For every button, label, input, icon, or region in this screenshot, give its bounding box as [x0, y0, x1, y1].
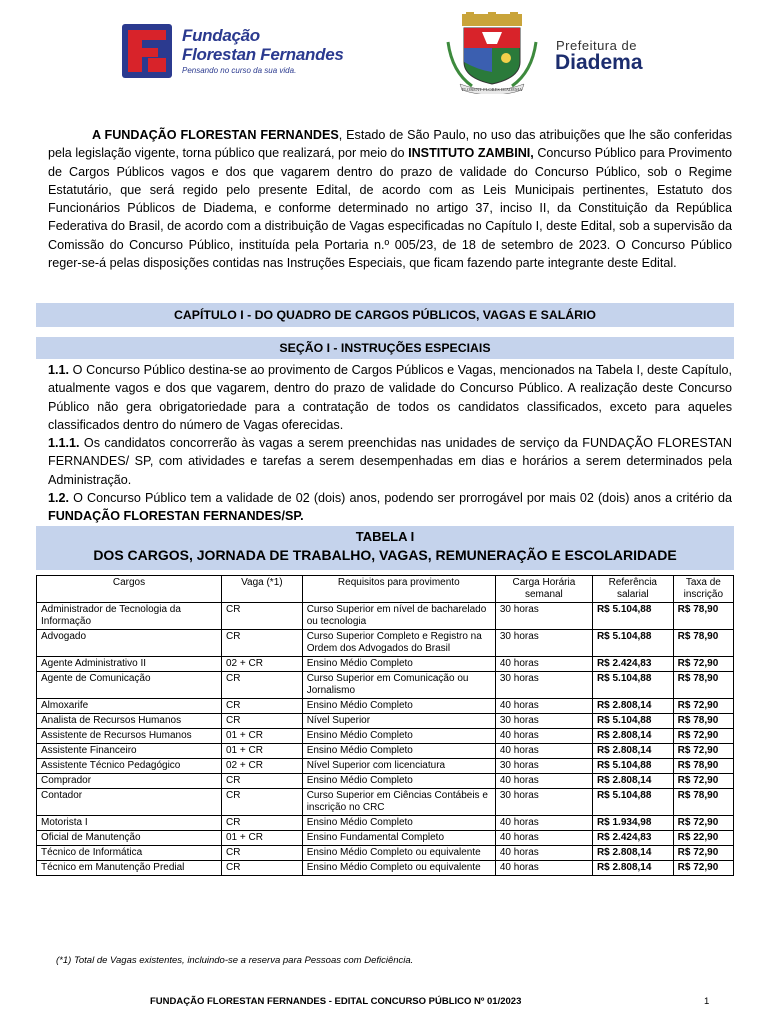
cell-cargo: Almoxarife: [37, 699, 222, 714]
cell-referencia: R$ 2.424,83: [592, 657, 673, 672]
table-row: [37, 729, 734, 744]
item-1-1-text: O Concurso Público destina-se ao provimento de Cargos Públicos e Vagas, mencionados na Tabela I, deste Capítulo, atualmente vagos e dos que vagarem, dentro do prazo de validade do Concurso Público. A realização deste Concurso Público não gera obrigatoriedade para a contratação de todos os candidatos classificados, exceto para aqueles classificados dentro do número de Vagas oferecidas.: [48, 363, 732, 432]
header-requisitos: Requisitos para provimento: [302, 576, 495, 603]
header-vaga: Vaga (*1): [221, 576, 302, 603]
chapter-heading: CAPÍTULO I - DO QUADRO DE CARGOS PÚBLICOS, VAGAS E SALÁRIO: [36, 303, 734, 327]
cell-vaga: CR: [221, 699, 302, 714]
cell-carga: 30 horas: [495, 714, 592, 729]
table-row: [37, 657, 734, 672]
cell-referencia: R$ 5.104,88: [592, 789, 673, 816]
item-1-1: [48, 361, 732, 434]
fundacao-florestan-fernandes-logo: [120, 20, 344, 82]
cell-carga: 40 horas: [495, 699, 592, 714]
cell-requisitos: Ensino Médio Completo ou equivalente: [302, 861, 495, 876]
cell-vaga: CR: [221, 714, 302, 729]
table-row: [37, 774, 734, 789]
cell-cargo: Agente Administrativo II: [37, 657, 222, 672]
page-footer: FUNDAÇÃO FLORESTAN FERNANDES - EDITAL CONCURSO PÚBLICO Nº 01/2023: [150, 996, 522, 1007]
cell-taxa: R$ 78,90: [673, 759, 733, 774]
cell-taxa: R$ 72,90: [673, 657, 733, 672]
cell-cargo: Analista de Recursos Humanos: [37, 714, 222, 729]
cell-cargo: Técnico de Informática: [37, 846, 222, 861]
item-1-2-text: O Concurso Público tem a validade de 02 (dois) anos, podendo ser prorrogável por mais 02 (dois) anos a critério da: [69, 491, 732, 505]
cell-requisitos: Curso Superior em nível de bacharelado ou tecnologia: [302, 603, 495, 630]
ff-logo-line1: Fundação: [182, 26, 260, 45]
cell-carga: 40 horas: [495, 657, 592, 672]
cell-referencia: R$ 2.808,14: [592, 729, 673, 744]
cell-requisitos: Ensino Médio Completo: [302, 774, 495, 789]
cell-requisitos: Curso Superior Completo e Registro na Ordem dos Advogados do Brasil: [302, 630, 495, 657]
cell-vaga: CR: [221, 846, 302, 861]
cell-carga: 30 horas: [495, 789, 592, 816]
cell-cargo: Oficial de Manutenção: [37, 831, 222, 846]
intro-bold-org: A FUNDAÇÃO FLORESTAN FERNANDES: [92, 128, 339, 142]
cell-taxa: R$ 72,90: [673, 744, 733, 759]
table-row: [37, 846, 734, 861]
cell-cargo: Agente de Comunicação: [37, 672, 222, 699]
cell-referencia: R$ 5.104,88: [592, 759, 673, 774]
header-taxa: Taxa de inscrição: [673, 576, 733, 603]
cell-requisitos: Ensino Médio Completo ou equivalente: [302, 846, 495, 861]
cell-requisitos: Ensino Médio Completo: [302, 657, 495, 672]
cell-referencia: R$ 2.808,14: [592, 774, 673, 789]
cell-requisitos: Ensino Médio Completo: [302, 816, 495, 831]
table-row: [37, 744, 734, 759]
cell-vaga: 02 + CR: [221, 657, 302, 672]
cell-taxa: R$ 72,90: [673, 699, 733, 714]
cell-vaga: CR: [221, 789, 302, 816]
cell-vaga: CR: [221, 861, 302, 876]
cell-cargo: Assistente Financeiro: [37, 744, 222, 759]
cell-taxa: R$ 78,90: [673, 672, 733, 699]
cell-requisitos: Curso Superior em Ciências Contábeis e inscrição no CRC: [302, 789, 495, 816]
item-1-1-1: [48, 434, 732, 489]
cell-vaga: CR: [221, 672, 302, 699]
cell-carga: 30 horas: [495, 672, 592, 699]
cell-requisitos: Nível Superior: [302, 714, 495, 729]
table-row: [37, 672, 734, 699]
cell-cargo: Administrador de Tecnologia da Informação: [37, 603, 222, 630]
cell-carga: 30 horas: [495, 603, 592, 630]
item-1-2: [48, 489, 732, 526]
intro-paragraph: [48, 126, 732, 272]
cell-referencia: R$ 5.104,88: [592, 672, 673, 699]
cell-carga: 30 horas: [495, 759, 592, 774]
cell-referencia: R$ 5.104,88: [592, 714, 673, 729]
cell-taxa: R$ 72,90: [673, 729, 733, 744]
table-body: [37, 603, 734, 876]
page-header: [0, 0, 770, 110]
item-1-1-1-text: Os candidatos concorrerão às vagas a serem preenchidas nas unidades de serviço da FUNDAÇÃO FLORESTAN FERNANDES/ SP, com atividades e tarefas a serem desempenhadas em dias e horários a serem determinados pela Administração.: [48, 436, 732, 487]
intro-text-b: Concurso Público para Provimento de Cargos Públicos vagos e dos que vagarem dentro do prazo de validade do Concurso Público, sob o Regime Estatutário, que será regido pelo presente Edital, de acordo com as Leis Municipais pertinentes, Estatuto dos Funcionários Públicos de Diadema, e conforme determinado no artigo 37, inciso II, da Constituição da República Federativa do Brasil, de acordo com a distribuição de Vagas especificadas no Capítulo I, deste Edital, sob a supervisão da Comissão do Concurso Público, instituída pela Portaria n.º 005/23, de 18 de setembro de 2023. O Concurso Público reger-se-á pelas disposições contidas nas Instruções Especiais, que ficam fazendo parte integrante deste Edital.: [48, 146, 732, 271]
cell-taxa: R$ 72,90: [673, 774, 733, 789]
table-row: [37, 861, 734, 876]
header-cargos: Cargos: [37, 576, 222, 603]
cell-requisitos: Nível Superior com licenciatura: [302, 759, 495, 774]
table-row: [37, 714, 734, 729]
cell-vaga: 01 + CR: [221, 744, 302, 759]
table-row: [37, 789, 734, 816]
cell-taxa: R$ 72,90: [673, 861, 733, 876]
cell-requisitos: Ensino Fundamental Completo: [302, 831, 495, 846]
cell-referencia: R$ 2.808,14: [592, 699, 673, 714]
item-1-2-number: 1.2.: [48, 491, 70, 505]
cell-referencia: R$ 2.808,14: [592, 846, 673, 861]
cell-vaga: CR: [221, 630, 302, 657]
cell-cargo: Contador: [37, 789, 222, 816]
diadema-label: Diadema: [555, 51, 643, 74]
table-title-1: TABELA I: [355, 529, 415, 544]
item-1-1-number: 1.1.: [48, 363, 70, 377]
prefeitura-label: Prefeitura de: [556, 38, 637, 53]
cell-carga: 40 horas: [495, 729, 592, 744]
cell-requisitos: Curso Superior em Comunicação ou Jornalismo: [302, 672, 495, 699]
table-row: [37, 603, 734, 630]
cell-referencia: R$ 1.934,98: [592, 816, 673, 831]
cell-cargo: Assistente de Recursos Humanos: [37, 729, 222, 744]
cell-cargo: Técnico em Manutenção Predial: [37, 861, 222, 876]
cell-vaga: CR: [221, 774, 302, 789]
cell-taxa: R$ 72,90: [673, 816, 733, 831]
table-row: [37, 759, 734, 774]
cell-taxa: R$ 78,90: [673, 789, 733, 816]
cell-requisitos: Ensino Médio Completo: [302, 744, 495, 759]
cell-taxa: R$ 78,90: [673, 630, 733, 657]
table-row: [37, 831, 734, 846]
table-row: [37, 630, 734, 657]
header-referencia: Referência salarial: [592, 576, 673, 603]
ff-logo-mark-icon: [120, 20, 176, 82]
cell-taxa: R$ 78,90: [673, 714, 733, 729]
diadema-crest-icon: [442, 12, 542, 94]
table-header-row: [37, 576, 734, 603]
cell-carga: 40 horas: [495, 774, 592, 789]
crest-ribbon-text: FLORENT FLORES DIADEMA: [461, 87, 523, 92]
section-heading: SEÇÃO I - INSTRUÇÕES ESPECIAIS: [36, 337, 734, 359]
cell-carga: 30 horas: [495, 630, 592, 657]
ff-logo-line2: Florestan Fernandes: [182, 45, 344, 64]
cell-referencia: R$ 5.104,88: [592, 603, 673, 630]
table-row: [37, 816, 734, 831]
cell-cargo: Advogado: [37, 630, 222, 657]
cell-cargo: Motorista I: [37, 816, 222, 831]
cell-vaga: 01 + CR: [221, 729, 302, 744]
cell-taxa: R$ 72,90: [673, 846, 733, 861]
cell-referencia: R$ 2.808,14: [592, 744, 673, 759]
cell-vaga: CR: [221, 816, 302, 831]
cell-carga: 40 horas: [495, 846, 592, 861]
footnote: (*1) Total de Vagas existentes, incluindo-se a reserva para Pessoas com Deficiência.: [56, 955, 414, 966]
cell-carga: 40 horas: [495, 816, 592, 831]
cell-cargo: Assistente Técnico Pedagógico: [37, 759, 222, 774]
intro-text-a: , Estado de São Paulo, no uso das atribuições que lhe são conferidas pela legislação vigente, torna público que realizará, por meio do: [48, 128, 732, 161]
cell-vaga: 01 + CR: [221, 831, 302, 846]
cargos-table: [36, 575, 734, 876]
cell-taxa: R$ 78,90: [673, 603, 733, 630]
ff-logo-tagline: Pensando no curso da sua vida.: [182, 66, 297, 75]
page-number: 1: [704, 996, 710, 1007]
cell-vaga: 02 + CR: [221, 759, 302, 774]
cell-cargo: Comprador: [37, 774, 222, 789]
table-row: [37, 699, 734, 714]
cell-vaga: CR: [221, 603, 302, 630]
cell-carga: 40 horas: [495, 744, 592, 759]
cell-requisitos: Ensino Médio Completo: [302, 729, 495, 744]
cell-taxa: R$ 22,90: [673, 831, 733, 846]
cell-carga: 40 horas: [495, 831, 592, 846]
cell-referencia: R$ 2.808,14: [592, 861, 673, 876]
table-title-2: DOS CARGOS, JORNADA DE TRABALHO, VAGAS, REMUNERAÇÃO E ESCOLARIDADE: [93, 547, 677, 563]
cell-requisitos: Ensino Médio Completo: [302, 699, 495, 714]
cell-referencia: R$ 2.424,83: [592, 831, 673, 846]
table-title-band: [36, 526, 734, 570]
cell-referencia: R$ 5.104,88: [592, 630, 673, 657]
item-1-1-1-number: 1.1.1.: [48, 436, 80, 450]
header-carga: Carga Horária semanal: [495, 576, 592, 603]
cell-carga: 40 horas: [495, 861, 592, 876]
item-1-2-bold: FUNDAÇÃO FLORESTAN FERNANDES/SP.: [48, 509, 304, 524]
intro-bold-institute: INSTITUTO ZAMBINI,: [408, 146, 534, 161]
